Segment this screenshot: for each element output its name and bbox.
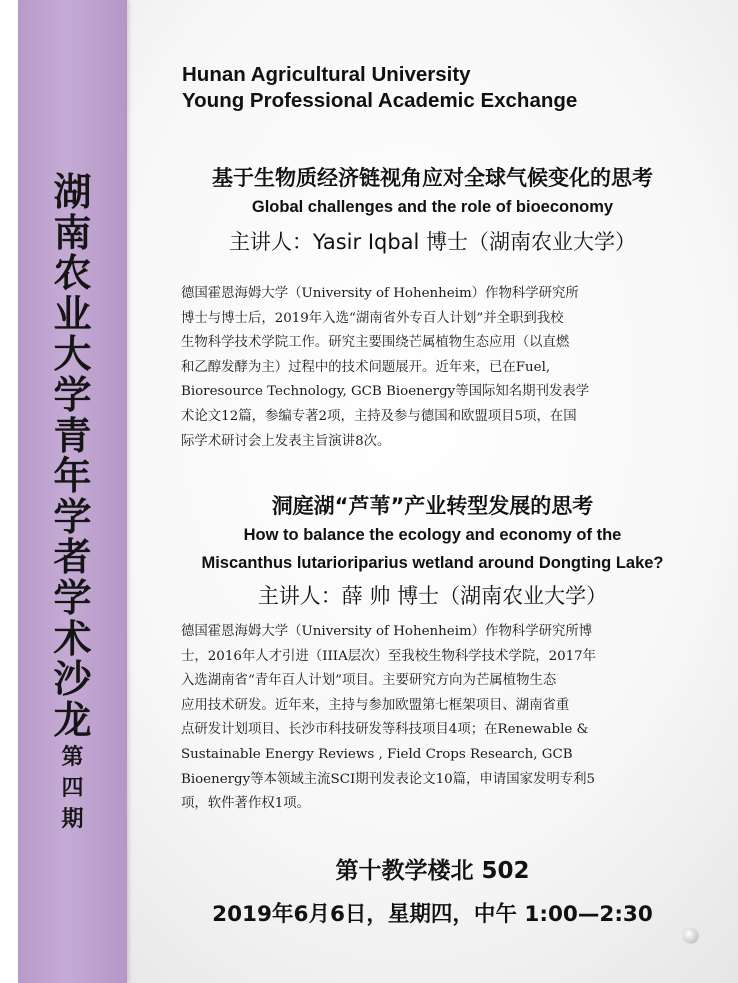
title-char: 学	[53, 493, 92, 539]
bio-line: Sustainable Energy Reviews , Field Crops Research, GCB	[181, 746, 573, 762]
sidebar-vertical-title	[18, 169, 127, 742]
bio-line: 德国霍恩海姆大学（University of Hohenheim）作物科学研究所博	[181, 624, 593, 639]
title-char: 南	[53, 209, 92, 255]
title-char: 者	[53, 534, 92, 580]
talk2-bio	[181, 620, 701, 817]
talk2-speaker: 主讲人：薛 帅 博士（湖南农业大学）	[257, 584, 608, 608]
title-char: 沙	[53, 656, 92, 702]
event-venue: 第十教学楼北 502	[335, 858, 530, 884]
talk1-bio	[181, 282, 701, 454]
talk2-title-en-line1: How to balance the ecology and economy of the	[243, 526, 622, 544]
bio-line: Bioresource Technology, GCB Bioenergy等国际知名期刊发表学	[181, 384, 590, 400]
bio-line: 博士与博士后，2019年入选“湖南省外专百人计划”并全职到我校	[181, 310, 564, 326]
title-char: 青	[53, 412, 92, 458]
event-datetime: 2019年6月6日，星期四，中午 1:00—2:30	[212, 902, 653, 927]
bio-line: 士，2016年人才引进（IIIA层次）至我校生物科学技术学院，2017年	[181, 648, 597, 664]
title-char: 术	[53, 615, 92, 661]
bio-line: 项，软件著作权1项。	[181, 796, 311, 812]
title-char: 湖	[53, 169, 92, 214]
bio-line: 际学术研讨会上发表主旨演讲8次。	[181, 433, 391, 449]
talk1-title-cn: 基于生物质经济链视角应对全球气候变化的思考	[212, 166, 653, 190]
organization-header	[182, 62, 577, 114]
title-char: 龙	[53, 696, 92, 742]
corner-dot-decoration	[683, 928, 697, 942]
title-char: 农	[53, 250, 92, 296]
bio-line: 入选湖南省“青年百人计划”项目。主要研究方向为芒属植物生态	[181, 673, 557, 689]
org-line-2: Young Professional Academic Exchange	[182, 89, 578, 112]
bio-line: 点研发计划项目、长沙市科技研发等科技项目4项；在Renewable &	[181, 722, 589, 738]
talk1-title-en: Global challenges and the role of bioeconomy	[251, 198, 614, 216]
bio-line: 应用技术研发。近年来，主持与参加欧盟第七框架项目、湖南省重	[181, 697, 570, 713]
title-char: 大	[53, 331, 92, 377]
bio-line: Bioenergy等本领域主流SCI期刊发表论文10篇，申请国家发明专利5	[181, 771, 596, 787]
issue-char: 第	[61, 744, 84, 770]
title-char: 学	[53, 371, 92, 417]
bio-line: 德国霍恩海姆大学（University of Hohenheim）作物科学研究所	[181, 286, 579, 301]
issue-char: 四	[61, 775, 84, 801]
sidebar-issue-number	[18, 742, 127, 835]
title-char: 业	[53, 290, 92, 336]
talk2-title-cn: 洞庭湖“芦苇”产业转型发展的思考	[271, 494, 594, 518]
bio-line: 和乙醇发酵为主）过程中的技术问题展开。近年来，已在Fuel,	[181, 359, 551, 375]
bio-line: 生物科学技术学院工作。研究主要围绕芒属植物生态应用（以直燃	[181, 335, 570, 351]
talk2-title-en-line2: Miscanthus lutarioriparius wetland around Dongting Lake?	[201, 554, 664, 572]
title-char: 学	[53, 574, 92, 620]
org-line-1: Hunan Agricultural University	[182, 63, 471, 86]
talk1-speaker: 主讲人：Yasir Iqbal 博士（湖南农业大学）	[228, 230, 637, 254]
issue-char: 期	[61, 806, 84, 832]
title-char: 年	[53, 453, 92, 499]
bio-line: 术论文12篇，参编专著2项，主持及参与德国和欧盟项目5项，在国	[181, 408, 577, 424]
